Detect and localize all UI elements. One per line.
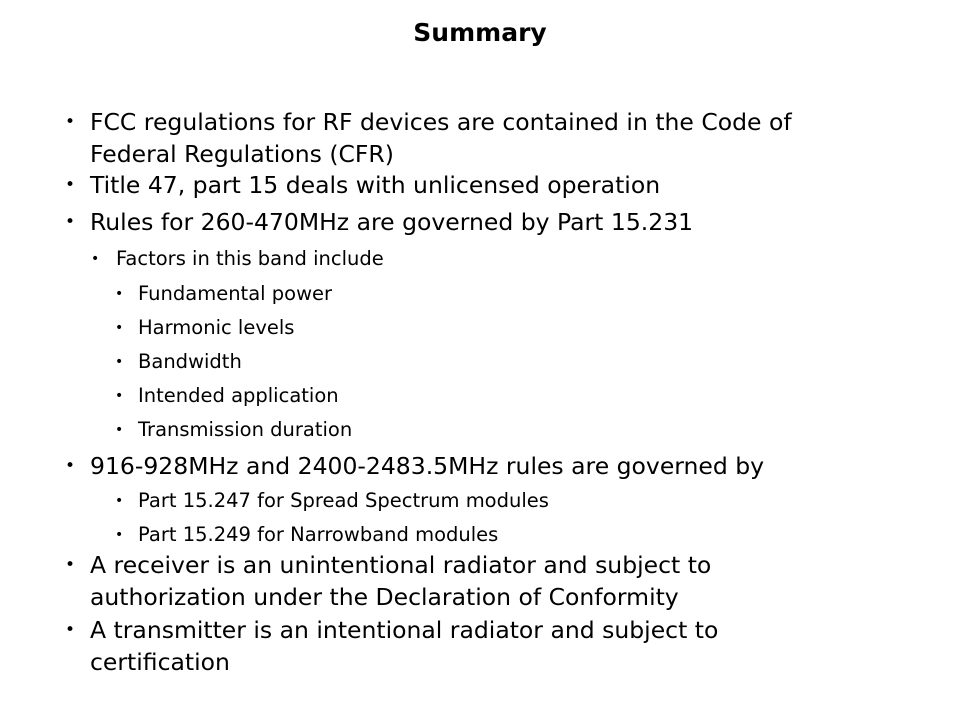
sub-sub-bullet-item [115,415,353,445]
bullet-text: Factors in this band include [116,247,384,270]
sub-sub-bullet-item [115,313,295,343]
bullet-icon: • [65,175,76,195]
sub-bullet-item [91,244,384,274]
bullet-text: Part 15.249 for Narrowband modules [138,523,499,546]
bullet-text: A receiver is an unintentional radiator and subject to [90,551,712,579]
sub-sub-bullet-item [115,486,549,516]
bullet-text: Harmonic levels [138,316,295,339]
bullet-icon: • [65,620,76,640]
sub-sub-bullet-item [115,381,339,411]
sub-sub-bullet-item [115,347,242,377]
bullet-icon: • [65,212,76,232]
bullet-text: authorization under the Declaration of Conformity [90,583,679,611]
bullet-icon: • [91,251,100,267]
bullet-icon: • [115,286,124,302]
slide-title: Summary [413,18,547,47]
bullet-text: FCC regulations for RF devices are contained in the Code of [90,108,792,136]
bullet-item [65,206,694,238]
bullet-icon: • [65,112,76,132]
sub-sub-bullet-item [115,279,333,309]
bullet-text: Rules for 260-470MHz are governed by Part 15.231 [90,208,694,236]
bullet-item [65,450,765,482]
bullet-icon: • [115,422,124,438]
bullet-text: A transmitter is an intentional radiator and subject to [90,616,719,644]
bullet-text: Bandwidth [138,350,242,373]
bullet-item [65,106,792,170]
bullet-icon: • [115,493,124,509]
bullet-icon: • [115,320,124,336]
bullet-text: certification [90,648,230,676]
bullet-icon: • [65,555,76,575]
bullet-icon: • [115,527,124,543]
bullet-icon: • [65,456,76,476]
bullet-text: Title 47, part 15 deals with unlicensed operation [90,171,661,199]
bullet-item [65,169,661,201]
bullet-item [65,549,712,613]
bullet-text: 916-928MHz and 2400-2483.5MHz rules are governed by [90,452,765,480]
bullet-icon: • [115,354,124,370]
sub-sub-bullet-item [115,520,499,550]
bullet-text: Fundamental power [138,282,333,305]
bullet-item [65,614,719,678]
bullet-text: Intended application [138,384,339,407]
bullet-text: Transmission duration [138,418,353,441]
bullet-icon: • [115,388,124,404]
bullet-text: Federal Regulations (CFR) [90,140,394,168]
bullet-text: Part 15.247 for Spread Spectrum modules [138,489,549,512]
